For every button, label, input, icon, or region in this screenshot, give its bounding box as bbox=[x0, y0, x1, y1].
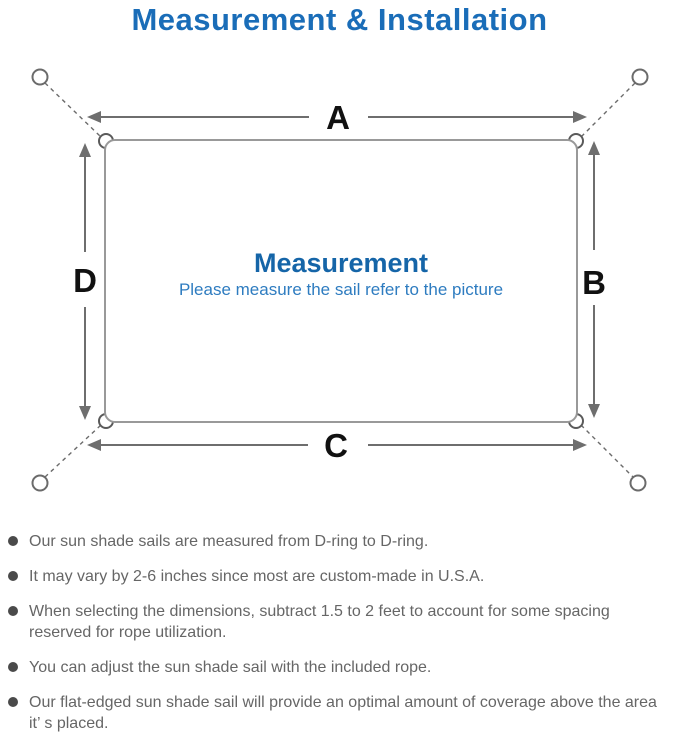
bullet-dot-icon bbox=[8, 606, 18, 616]
anchor-point-icon-bottom-right bbox=[631, 476, 646, 491]
tether-line-top-right bbox=[581, 83, 635, 137]
arrowhead-down-icon bbox=[588, 404, 600, 418]
list-item bbox=[8, 692, 671, 734]
side-label-d: D bbox=[73, 262, 97, 299]
note-text: Our flat-edged sun shade sail will provide an optimal amount of coverage above the area it’ s placed. bbox=[29, 694, 657, 732]
bullet-dot-icon bbox=[8, 536, 18, 546]
side-label-c: C bbox=[324, 427, 348, 464]
arrowhead-up-icon bbox=[588, 141, 600, 155]
diagram-center-heading: Measurement bbox=[253, 248, 429, 278]
diagram-center-subtitle: Please measure the sail refer to the picture bbox=[178, 280, 504, 299]
anchor-point-icon-top-left bbox=[33, 70, 48, 85]
side-label-b: B bbox=[582, 264, 606, 301]
arrowhead-right-icon bbox=[573, 439, 587, 451]
arrowhead-left-icon bbox=[87, 439, 101, 451]
side-label-a: A bbox=[326, 99, 350, 136]
list-item bbox=[8, 601, 671, 643]
bullet-dot-icon bbox=[8, 662, 18, 672]
arrowhead-left-icon bbox=[87, 111, 101, 123]
notes-list bbox=[0, 531, 679, 739]
note-text: It may vary by 2-6 inches since most are custom-made in U.S.A. bbox=[29, 568, 485, 585]
arrowhead-down-icon bbox=[79, 406, 91, 420]
note-text: When selecting the dimensions, subtract 1.5 to 2 feet to account for some spacing reserved for rope utilization. bbox=[29, 603, 610, 641]
note-text: You can adjust the sun shade sail with the included rope. bbox=[29, 659, 432, 676]
note-text: Our sun shade sails are measured from D-ring to D-ring. bbox=[29, 533, 429, 550]
arrowhead-right-icon bbox=[573, 111, 587, 123]
page-title: Measurement & Installation bbox=[131, 2, 548, 37]
list-item bbox=[8, 531, 671, 552]
list-item bbox=[8, 657, 671, 678]
bullet-dot-icon bbox=[8, 571, 18, 581]
tether-line-top-left bbox=[45, 83, 101, 137]
tether-line-bottom-right bbox=[581, 425, 633, 477]
arrowhead-up-icon bbox=[79, 143, 91, 157]
list-item bbox=[8, 566, 671, 587]
anchor-point-icon-bottom-left bbox=[33, 476, 48, 491]
tether-line-bottom-left bbox=[45, 425, 101, 477]
anchor-point-icon-top-right bbox=[633, 70, 648, 85]
bullet-dot-icon bbox=[8, 697, 18, 707]
